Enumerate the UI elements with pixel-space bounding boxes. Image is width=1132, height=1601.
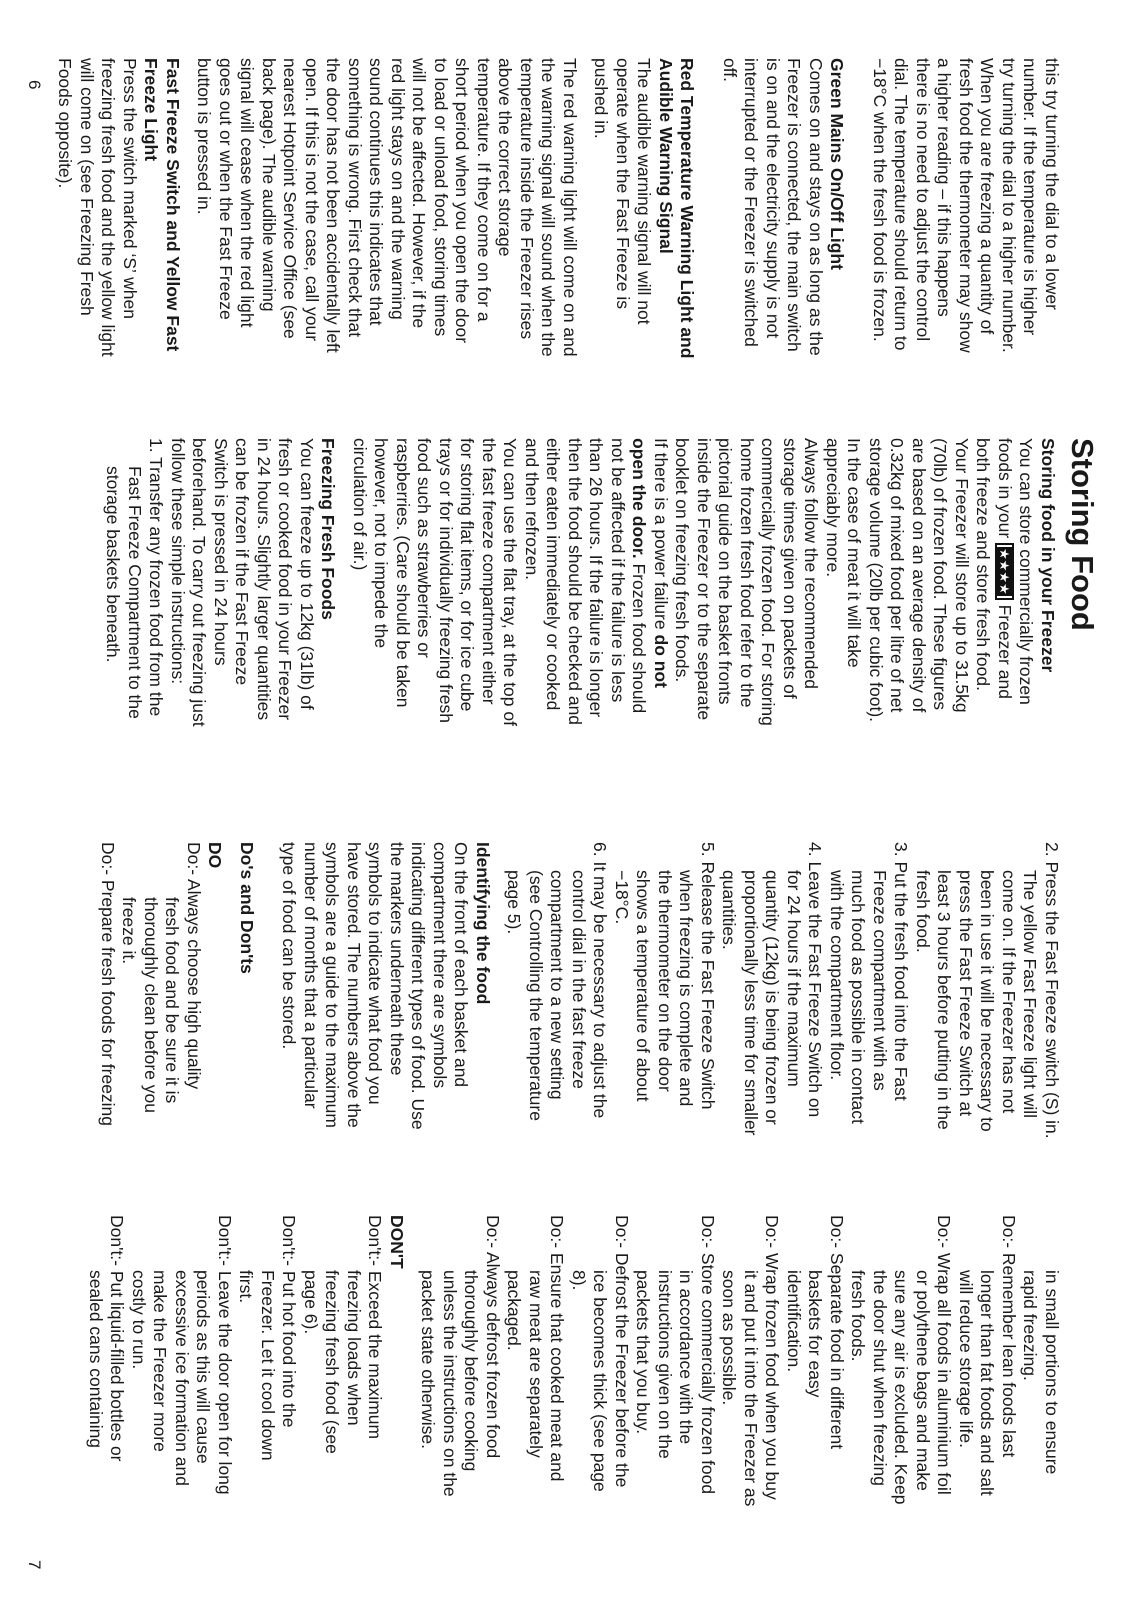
do-item-line: fresh foods. (848, 1270, 869, 1362)
step-line: Freeze compartment with as (870, 870, 890, 1091)
text-line: however, not to impede the (371, 438, 392, 649)
red-warning-heading (655, 58, 698, 438)
step-line: 3. Put the fresh food into the Fast (891, 842, 912, 1101)
do-line: thoroughly clean before you (141, 897, 161, 1113)
text-line: nearest Hotpoint Service Office (see (280, 58, 301, 339)
text-line: Your Freezer will store up to 31.5kg (952, 438, 972, 713)
text-line: dial. The temperature should return to (891, 58, 912, 351)
do-item-line: Do:- Wrap all foods in aluminium foil (934, 1215, 955, 1495)
text-line: either eaten immediately or cooked (543, 438, 564, 711)
step-line: shows a temperature of about (633, 870, 654, 1102)
power-line-2 (628, 438, 650, 833)
step-line: the thermometer on the door (655, 870, 675, 1092)
text-line: can be frozen if the Fast Freeze (232, 438, 253, 686)
power-bold-1: do not (651, 634, 671, 688)
text-line: In the case of meat it will take (844, 438, 865, 668)
text-line: inside the Freezer or to the separate (694, 438, 714, 721)
power-line-1 (650, 438, 672, 833)
dont-item-line: Don't:- Leave the door open for long (215, 1215, 235, 1495)
storing-line-2 (994, 438, 1016, 833)
step-line: 5. Release the Fast Freeze Switch (698, 842, 718, 1110)
text-line: freezing fresh food and the yellow light (98, 58, 119, 357)
text-line: are based on an average density of (909, 438, 929, 713)
text-line: appreciably more. (823, 438, 843, 578)
text-line: the warning signal will sound when the (538, 58, 559, 357)
step-3 (826, 842, 912, 1222)
do-item-line: packets that you buy. (633, 1270, 654, 1435)
text-line: number. If the temperature is higher (1020, 58, 1041, 336)
text-line: signal will cease when the red light (237, 58, 258, 328)
do-item (503, 1215, 568, 1595)
freezing-heading: Freezing Fresh Foods (318, 438, 339, 620)
text-line: When you are freezing a quantity of (977, 58, 998, 335)
do-list (417, 1215, 1062, 1595)
do-item (417, 1215, 503, 1595)
text-line: Always follow the recommended (801, 438, 822, 689)
dont-item (300, 1215, 386, 1595)
text-line: Switch is pressed in 24 hours (211, 438, 231, 666)
identify-heading: Identifying the food (473, 842, 493, 1005)
do-item-line: identification. (784, 1270, 804, 1373)
dont-item-line: page 6). (301, 1270, 321, 1335)
text-line: temperature inside the Freezer rises (517, 58, 537, 340)
step-line: for 24 hours if the maximum (784, 870, 804, 1087)
text-line: the markers underneath these (387, 842, 407, 1076)
text-line: something is wrong. First check that (345, 58, 365, 338)
text-line: operate when the Fast Freeze is (613, 58, 633, 309)
storing-line-2-pre: foods in your (995, 438, 1015, 539)
step-line: come on. If the Freezer has not (999, 870, 1019, 1114)
dont-item-line: Don't:- Exceed the maximum (365, 1215, 386, 1440)
storing-line-1: You can store commercially frozen (1016, 438, 1037, 705)
fast-freeze-heading (140, 58, 183, 438)
do-item-line: soon as possible. (719, 1270, 740, 1406)
dont-item-line: sealed cans containing (86, 1270, 106, 1449)
heading-line: Freeze Light (141, 58, 162, 162)
text-line: pushed in. (591, 58, 612, 139)
power-text-2: Frozen food should (629, 563, 650, 714)
storing-paragraph (822, 438, 994, 833)
text-line: will not be affected. However, if the (409, 58, 430, 329)
power-bold-2: open the door. (629, 438, 650, 559)
text-line: storage times given on packets of (780, 438, 800, 699)
text-line: fresh food the thermometer may show (956, 58, 976, 353)
column-4 (85, 1215, 1063, 1595)
text-line: goes out or when the Fast Freeze (216, 58, 236, 320)
heading-line: Red Temperature Warning Light and (677, 58, 698, 359)
step-line: when freezing is complete and (676, 870, 697, 1107)
text-line: off. (720, 58, 740, 83)
power-paragraph (521, 438, 629, 833)
step-line: 4. Leave the Fast Freeze Switch on (805, 842, 826, 1118)
text-line: fresh or cooked food in your Freezer (275, 438, 296, 721)
do-item-line: 8). (569, 1270, 589, 1291)
text-line: raspberries. (Care should be taken (393, 438, 413, 708)
text-line: the fast freeze compartment either (479, 438, 499, 705)
do-item-line: Do:- Always defrost frozen food (483, 1215, 503, 1459)
text-line: pictorial guide on the basket fronts (715, 438, 736, 705)
do-line: fresh food and be sure it is (162, 897, 183, 1104)
do-item-line: Do:- Store commercially frozen food (698, 1215, 718, 1495)
do-item-line: in small portions to ensure (1042, 1270, 1062, 1475)
text-line: to load or unload food, storing times (431, 58, 451, 337)
heading-line: Fast Freeze Switch and Yellow Fast (163, 58, 183, 352)
text-line: red light stays on and the warning (388, 58, 408, 320)
column-2 (102, 438, 1100, 833)
power-text-1: If there is a power failure (651, 438, 671, 630)
text-line: number of months that a particular (301, 842, 321, 1109)
text-line: than 26 hours. If the failure is longer (586, 438, 607, 718)
step-5 (611, 842, 719, 1222)
storing-line-2-post: Freezer and (995, 604, 1015, 699)
text-line: The audible warning signal will not (634, 58, 655, 325)
do-item-line: Do:- Ensure that cooked meat and (547, 1215, 568, 1482)
text-line: sound continues this indicates that (366, 58, 387, 326)
identify-paragraph (278, 842, 472, 1222)
do-item (1019, 1215, 1062, 1595)
text-line: then the food should be checked and (565, 438, 585, 726)
do-item-line: thoroughly before cooking (461, 1270, 482, 1472)
dont-item (85, 1215, 128, 1595)
step-line: quantity (12kg) is being frozen or (762, 870, 783, 1125)
text-line: Press the switch marked ‘S’ when (120, 58, 140, 319)
dos-donts-heading: Do's and Don'ts (237, 842, 257, 974)
do-item-line: Do:- Wrap frozen food when you buy (762, 1215, 783, 1500)
do-item-2-text: Do:- Prepare fresh foods for freezing (98, 842, 118, 1127)
do-item-line: or polythene bags and make (913, 1270, 933, 1491)
column-1 (54, 58, 1062, 438)
step-1 (102, 438, 167, 833)
text-line: have stored. The numbers above the (344, 842, 364, 1128)
text-line: open. If this is not the case, call your (302, 58, 322, 342)
dont-heading: DON'T (387, 1215, 407, 1269)
step-line: (see Controlling the temperature (526, 870, 546, 1121)
text-line: for storing flat items, or for ice cube (457, 438, 478, 712)
do-item-line: baskets for easy (805, 1270, 826, 1398)
dont-item (235, 1215, 300, 1595)
do-item-line: unless the instructions on the (440, 1270, 460, 1497)
do-item-line: will reduce storage life. (956, 1270, 976, 1448)
tray-paragraph (349, 438, 521, 833)
do-item-line: longer than fat foods and salt (977, 1270, 998, 1496)
do-item-line: packaged. (504, 1270, 525, 1351)
step-line: page 5). (504, 870, 525, 935)
text-line: (70lb) of frozen food. These figures (930, 438, 951, 711)
text-line: −18°C when the fresh food is frozen. (870, 58, 890, 342)
freezing-paragraph (167, 438, 318, 833)
text-line: You can use the flat tray, at the top of (500, 438, 521, 726)
text-line: there is no need to adjust the control (913, 58, 933, 342)
page-title: Storing Food (1065, 438, 1100, 631)
text-line: back page). The audible warning (259, 58, 279, 312)
step-line: compartment to a new setting (547, 870, 568, 1100)
do-item (568, 1215, 633, 1595)
do-item-line: the door shut when freezing (870, 1270, 890, 1486)
text-line: interrupted or the Freezer is switched (741, 58, 762, 347)
text-line: Comes on and stays on as long as the (806, 58, 826, 356)
dont-item-line: Freezer. Let it cool down (258, 1270, 278, 1461)
text-line: food such as strawberries or (414, 438, 435, 658)
do-item (632, 1215, 718, 1595)
dont-item-line: Don't:- Put hot food into the (279, 1215, 300, 1428)
text-line: in 24 hours. Slightly larger quantities (254, 438, 274, 721)
do-item (847, 1215, 955, 1595)
step-line: −18°C. (612, 870, 632, 925)
step-4 (718, 842, 826, 1222)
page-number-right: 7 (25, 1560, 44, 1570)
text-line: the door has not been accidentally left (323, 58, 344, 353)
step-line: control dial in the fast freeze (569, 870, 589, 1089)
do-item-line: Do:- Defrost the Freezer before the (612, 1215, 632, 1488)
do-item-2 (97, 842, 119, 1222)
text-line: You can freeze up to 12kg (31lb) of (297, 438, 317, 710)
step-line: proportionally less time for smaller (741, 870, 761, 1136)
step-line: storage baskets beneath. (103, 466, 124, 663)
do-heading: DO (205, 842, 226, 869)
text-line: this try turning the dial to a lower (1042, 58, 1062, 310)
text-line: Foods opposite). (55, 58, 76, 189)
text-line: not be affected if the failure is less (608, 438, 628, 703)
step-line: least 3 hours before putting in the (934, 870, 955, 1130)
text-line: is on and the electricity supply is not (763, 58, 783, 339)
do-line: freeze it. (119, 897, 140, 965)
steps-list (503, 842, 1062, 1222)
text-line: temperature. If they come on for a (474, 58, 494, 322)
star-rating-badge (995, 543, 1014, 600)
dont-item (128, 1215, 236, 1595)
do-item-line: Do:- Separate food in different (827, 1215, 847, 1450)
text-line: The red warning light will come on and (560, 58, 580, 357)
step-line: quantities. (719, 870, 740, 950)
text-line: beforehand. To carry out freezing just (189, 438, 210, 727)
step-line: 1. Transfer any frozen food from the (146, 438, 167, 717)
do-item-line: ice becomes thick (see page (590, 1270, 611, 1492)
text-line: storage volume (20lb per cubic foot). (866, 438, 886, 723)
text-line: Freezer is connected, the main switch (784, 58, 805, 352)
text-line: symbols to indicate what food you (365, 842, 386, 1105)
dont-item-line: freezing loads when (344, 1270, 364, 1426)
do-item-line: packet state otherwise. (418, 1270, 439, 1449)
step-line: been in use it will be necessary to (977, 870, 998, 1132)
do-item-1 (118, 842, 204, 1222)
step-line: 2. Press the Fast Freeze switch (S) in. (1042, 842, 1062, 1139)
dont-item-line: make the Freezer more (150, 1270, 171, 1452)
text-line: a higher reading – if this happens (934, 58, 955, 317)
text-line: type of food can be stored. (279, 842, 300, 1050)
text-line: and then refrozen. (522, 438, 542, 581)
text-line: symbols are a guide to the maximum (322, 842, 343, 1128)
text-line: commercially frozen food. For storing (758, 438, 779, 726)
page-number-left: 6 (25, 80, 44, 90)
text-line: both freeze and store fresh food. (973, 438, 994, 691)
text-line: indicating different types of food. Use (408, 842, 429, 1130)
follow-paragraph (671, 438, 822, 833)
step-line: Fast Freeze Compartment to the (125, 466, 145, 719)
text-line: trays or for individually freezing fresh (436, 438, 456, 723)
text-line: home frozen fresh food refer to the (737, 438, 757, 708)
star-rating-symbol: ★★★★ (997, 548, 1012, 595)
do-item-line: Do:- Remember lean foods last (999, 1215, 1019, 1458)
step-line: fresh food. (913, 870, 933, 953)
intro-paragraph (869, 58, 1063, 438)
text-line: compartment there are symbols (430, 842, 450, 1089)
do-item-line: rapid freezing. (1020, 1270, 1041, 1381)
green-light-heading: Green Mains On/Off Light (827, 58, 848, 270)
step-line: with the compartment floor. (827, 870, 847, 1081)
text-line: will come on (see Freezing Fresh (77, 58, 97, 316)
text-line: 0.32kg of mixed food per litre of net (887, 438, 908, 713)
text-line: button is pressed in. (194, 58, 215, 215)
step-line: 6. It may be necessary to adjust the (590, 842, 611, 1119)
do-item-line: raw meat are separately (526, 1270, 546, 1458)
dont-item-line: excessive ice formation and (172, 1270, 192, 1486)
storing-heading: Storing food in your Freezer (1038, 438, 1058, 673)
step-line: press the Fast Freeze Switch at (956, 870, 976, 1117)
do-item-line: instructions given on the (655, 1270, 675, 1459)
text-line: follow these simple instructions: (168, 438, 188, 685)
do-line: Do:- Always choose high quality (184, 842, 204, 1090)
do-item-line: it and put it into the Freezer as (741, 1270, 761, 1507)
column-3 (97, 842, 1063, 1222)
step-6 (503, 842, 611, 1222)
text-line: short period when you open the door (452, 58, 473, 344)
dont-item-line: first. (236, 1270, 257, 1304)
text-line: circulation of air.) (350, 438, 370, 571)
do-item (783, 1215, 848, 1595)
dont-item-line: costly to run. (129, 1270, 149, 1370)
text-line: above the correct storage (495, 58, 516, 257)
do-item (955, 1215, 1020, 1595)
heading-line: Audible Warning Signal (656, 58, 676, 254)
do-item-line: in accordance with the (676, 1270, 697, 1445)
step-line: much food as possible in contact (848, 870, 869, 1124)
step-2 (912, 842, 1063, 1222)
green-light-paragraph (719, 58, 827, 438)
fast-freeze-paragraph (54, 58, 140, 438)
text-line: On the front of each basket and (451, 842, 472, 1088)
dont-item-line: Don't:- Put liquid-filled bottles or (107, 1215, 128, 1462)
dont-item-line: periods as this will cause (193, 1270, 214, 1464)
dont-list (85, 1215, 386, 1595)
text-line: try turning the dial to a higher number. (999, 58, 1019, 353)
red-warning-paragraph-a (590, 58, 655, 438)
step-line: The yellow Fast Freeze light will (1020, 870, 1041, 1118)
do-item (718, 1215, 783, 1595)
do-item-line: sure any air is excluded. Keep (891, 1270, 912, 1505)
dont-item-line: freezing fresh food (see (322, 1270, 343, 1454)
red-warning-paragraph-b (193, 58, 580, 438)
text-line: booklet on freezing fresh foods. (672, 438, 693, 683)
